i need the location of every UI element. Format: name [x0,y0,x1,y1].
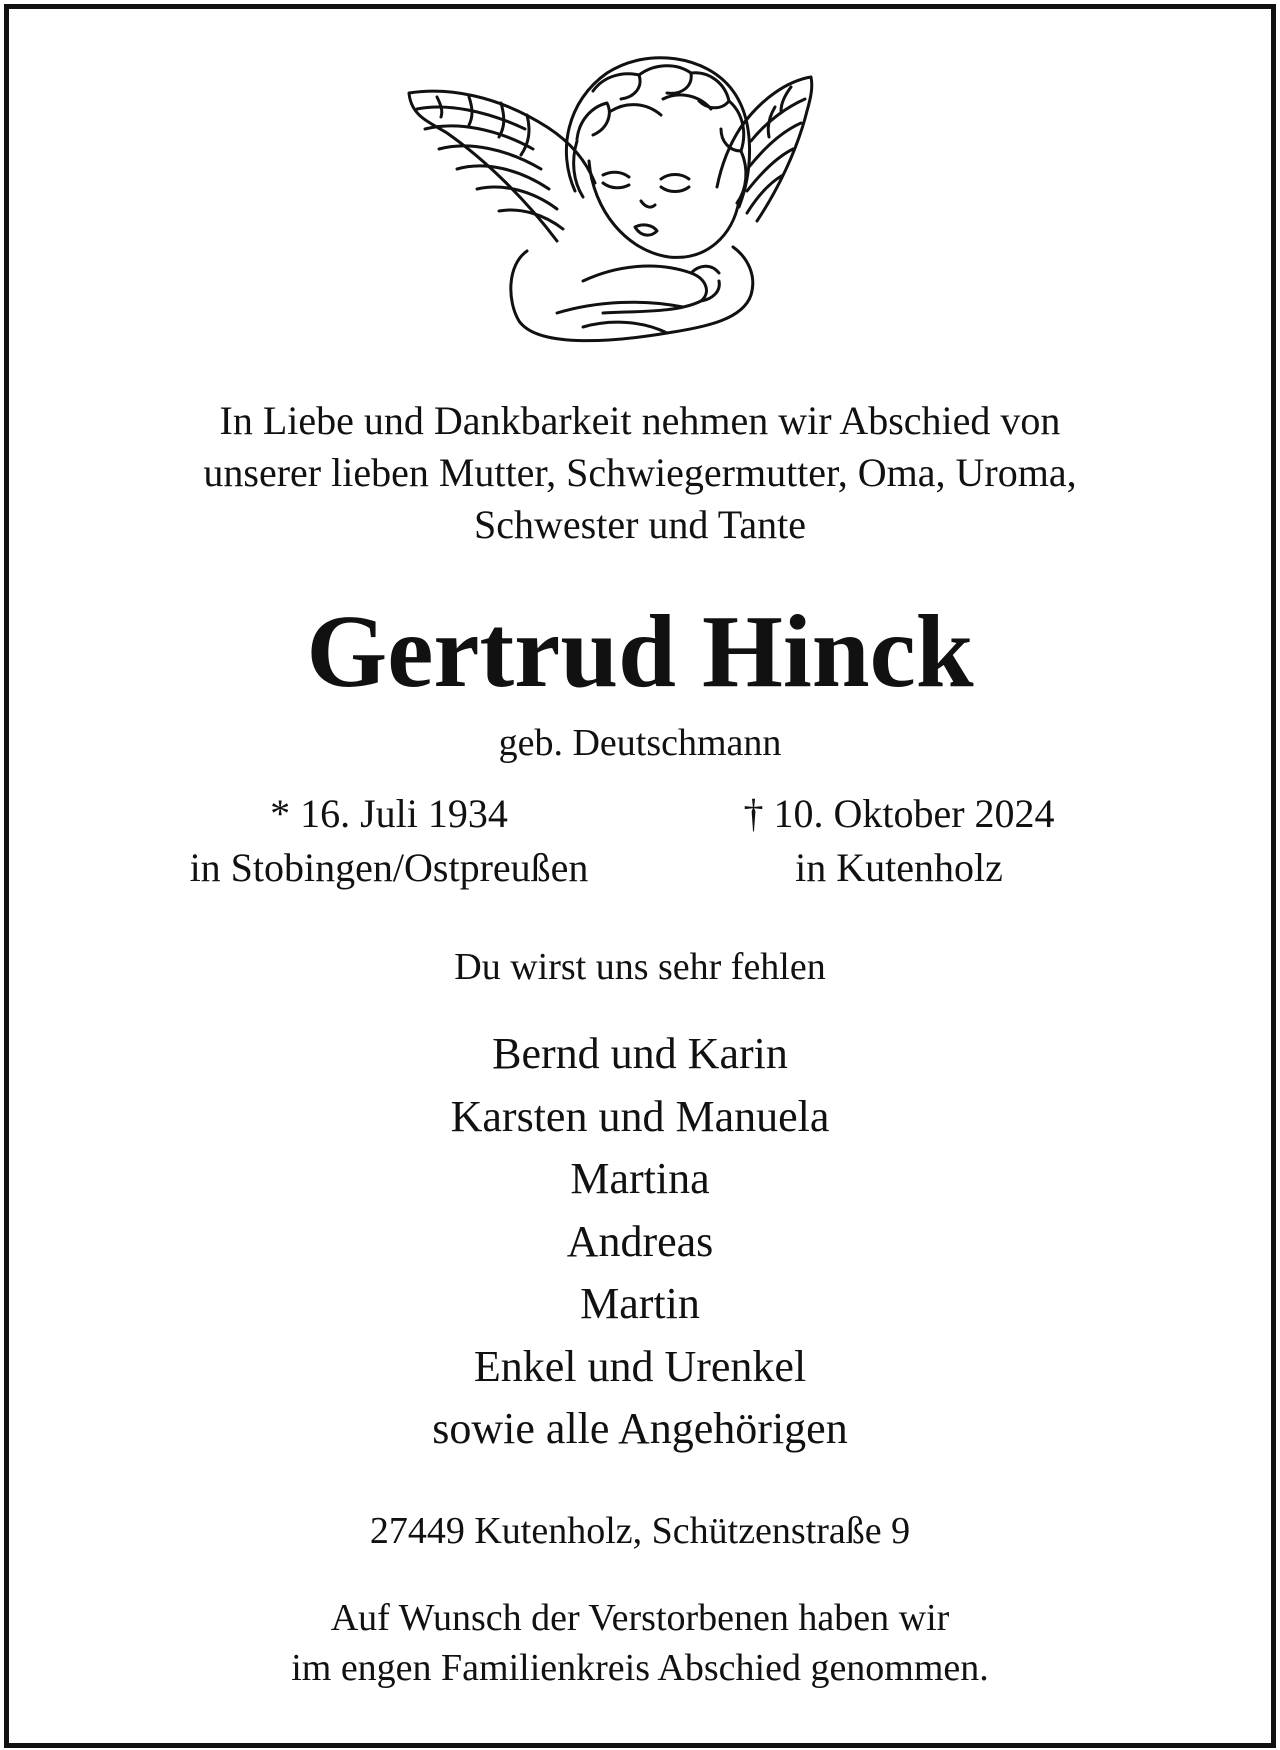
family-address: 27449 Kutenholz, Schützenstraße 9 [369,1510,911,1552]
closing-line: im engen Familienkreis Abschied genommen. [291,1647,989,1689]
death-date: † 10. Oktober 2024 [743,791,1055,836]
intro-text [9,395,1271,551]
closing-text [9,1593,1271,1693]
death-info [619,787,1179,895]
closing-line: Auf Wunsch der Verstorbenen haben wir [330,1597,950,1639]
deceased-name: Gertrud Hinck [306,594,974,709]
obituary-notice [4,4,1276,1748]
birth-place: in Stobingen/Ostpreußen [189,845,589,890]
mourner-entry: Martina [570,1154,710,1203]
intro-line: Schwester und Tante [474,502,806,547]
intro-line: In Liebe und Dankbarkeit nehmen wir Abschied von [219,398,1061,443]
farewell-line: Du wirst uns sehr fehlen [454,946,826,988]
mourner-entry: Enkel und Urenkel [473,1341,807,1391]
maiden-name: geb. Deutschmann [498,722,782,764]
birth-date: * 16. Juli 1934 [270,791,508,836]
mourner-entry: Andreas [566,1216,714,1266]
sleeping-angel-icon [407,51,865,351]
death-place: in Kutenholz [795,845,1003,890]
mourner-entry: Karsten und Manuela [450,1091,830,1141]
intro-line: unserer lieben Mutter, Schwiegermutter, Oma, Uroma, [203,450,1077,495]
life-dates [9,787,1271,897]
mourner-entry: Martin [580,1279,700,1328]
mourners-list [9,1023,1271,1461]
mourner-entry: Bernd und Karin [492,1029,788,1078]
mourner-entry: sowie alle Angehörigen [432,1404,848,1453]
birth-info [109,787,669,895]
